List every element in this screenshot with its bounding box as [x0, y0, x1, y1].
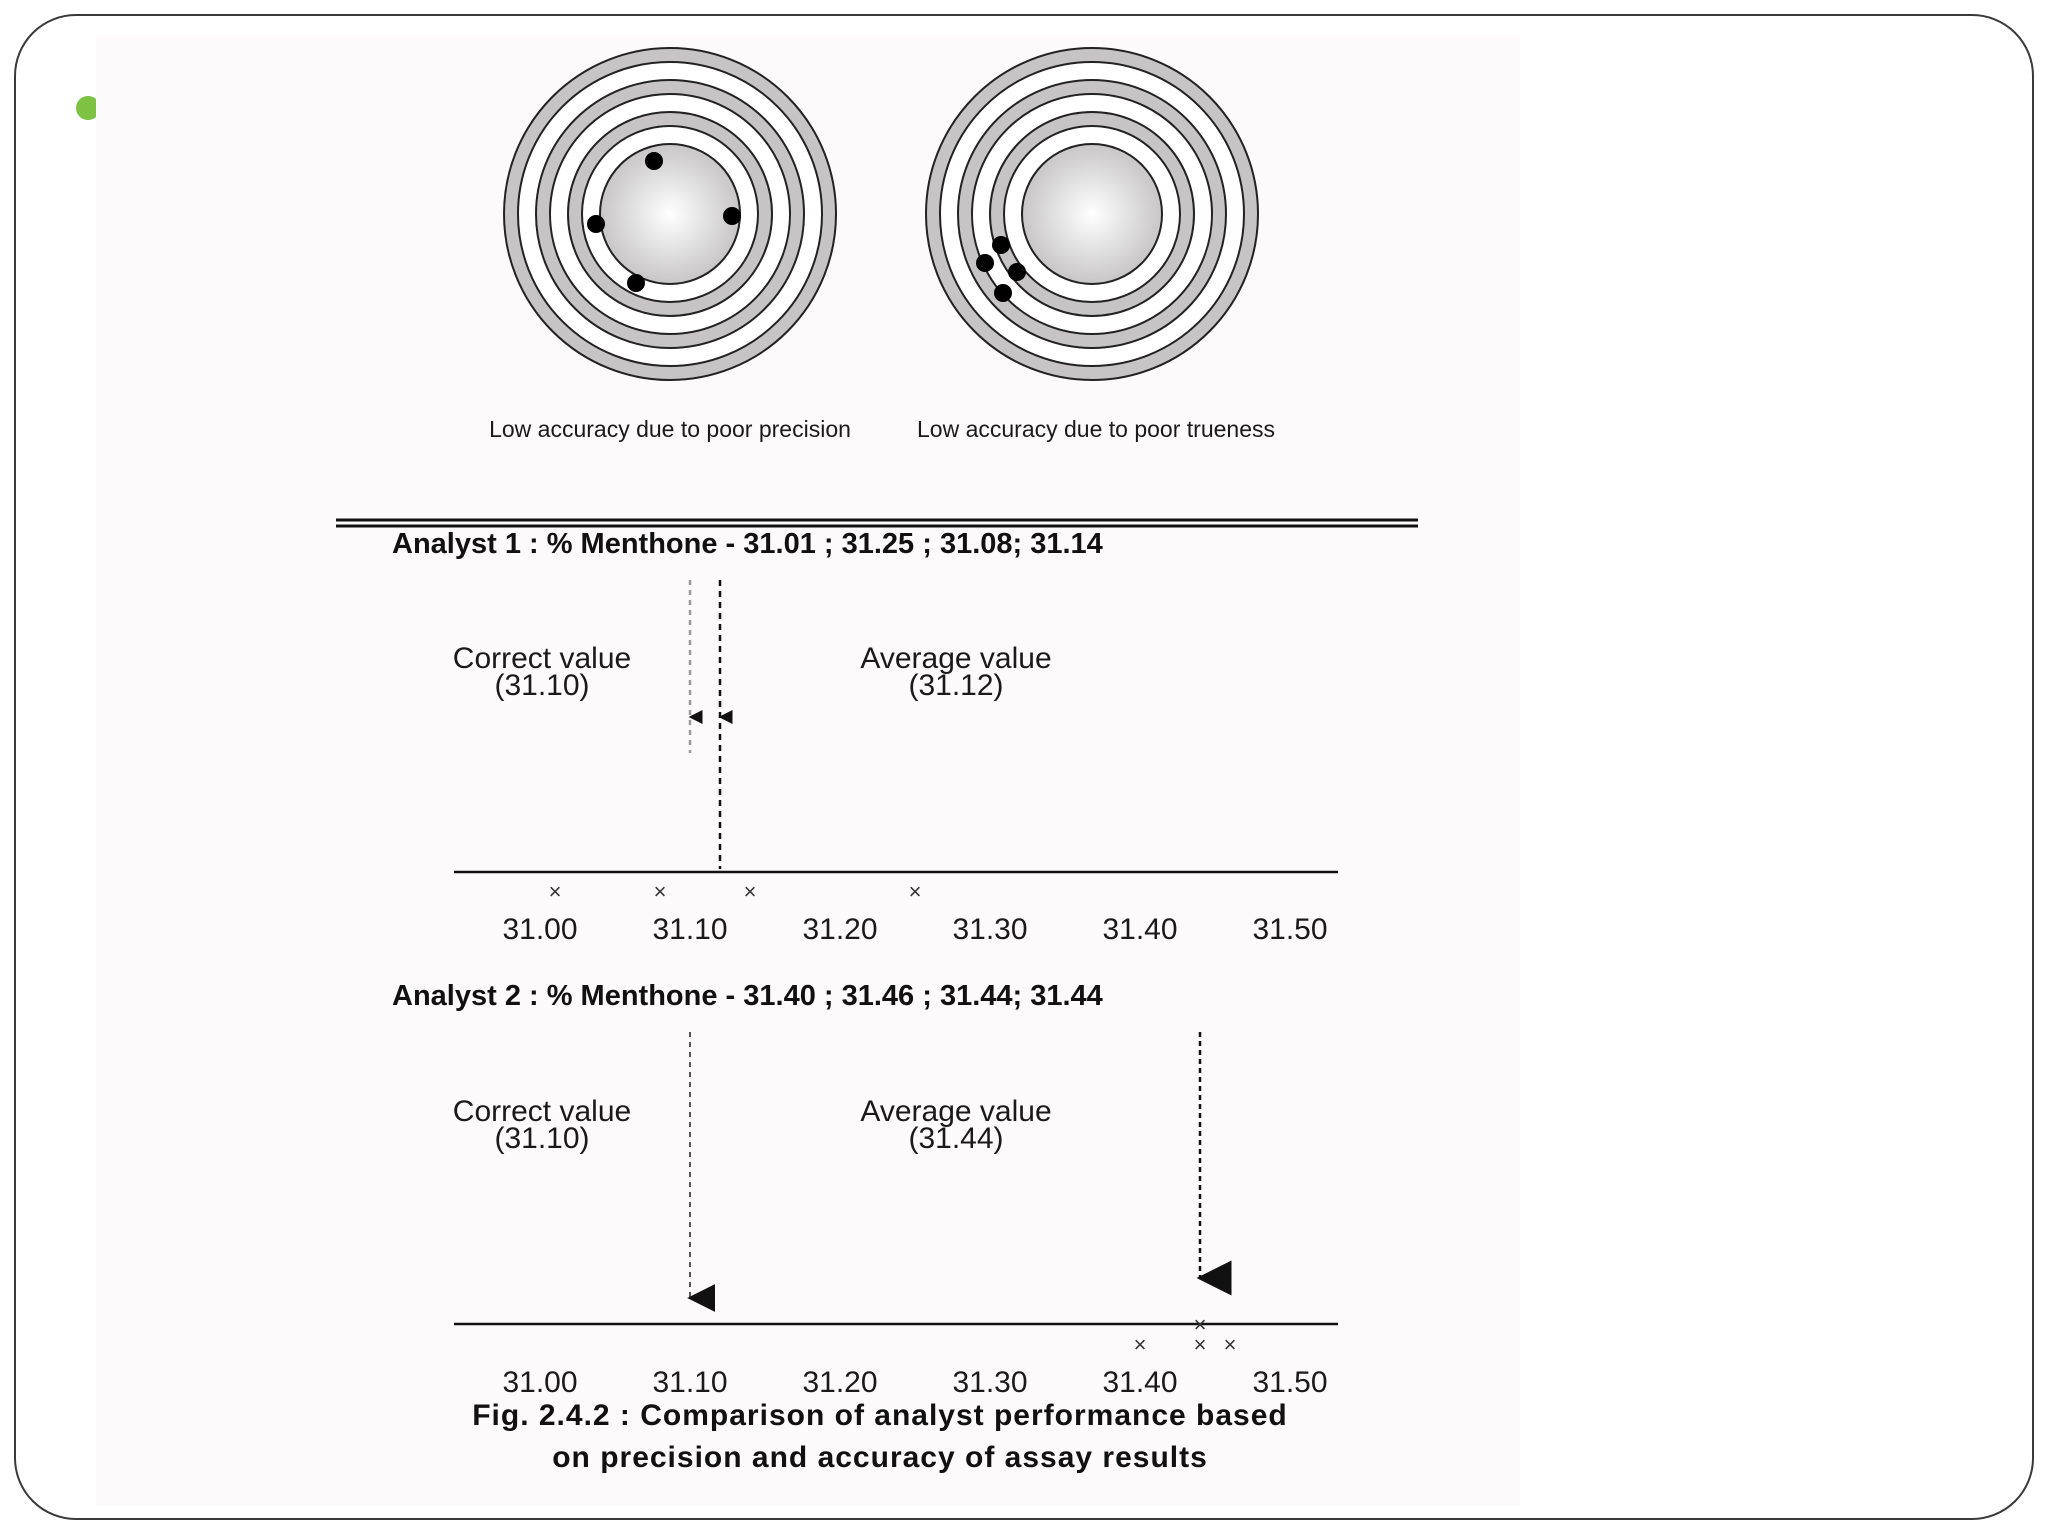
target-hit — [1008, 263, 1026, 281]
target-poor-precision — [489, 48, 851, 442]
axis-tick-label: 31.00 — [502, 1366, 578, 1399]
target-caption: Low accuracy due to poor trueness — [917, 416, 1275, 442]
target-rings — [504, 48, 836, 380]
analyst-title: Analyst 2 : % Menthone - 31.40 ; 31.46 ; 31.44; 31.44 — [392, 980, 1103, 1012]
correct-value-number: (31.10) — [494, 669, 590, 702]
target-ring — [600, 144, 740, 284]
axis-tick-label: 31.50 — [1252, 913, 1328, 946]
result-marker: × — [1133, 1332, 1147, 1357]
target-hit — [723, 207, 741, 225]
analyst-1-panel — [392, 528, 1338, 946]
result-marker: × — [548, 879, 562, 904]
axis-tick-label: 31.00 — [502, 913, 578, 946]
correct-value-number: (31.10) — [494, 1122, 590, 1155]
axis-tick-label: 31.10 — [652, 913, 728, 946]
figure-caption-line-1: Fig. 2.4.2 : Comparison of analyst performance based — [472, 1399, 1288, 1432]
target-hit — [992, 236, 1010, 254]
target-hit — [627, 274, 645, 292]
target-hit — [994, 284, 1012, 302]
figure-area — [96, 36, 1520, 1506]
average-value-number: (31.44) — [908, 1122, 1004, 1155]
axis-tick-label: 31.20 — [802, 1366, 878, 1399]
target-hit — [587, 215, 605, 233]
target-ring — [1022, 144, 1162, 284]
figure-caption-line-2: on precision and accuracy of assay results — [552, 1441, 1208, 1474]
result-marker: × — [1223, 1332, 1237, 1357]
analyst-2-panel — [392, 980, 1338, 1399]
axis-tick-label: 31.50 — [1252, 1366, 1328, 1399]
axis-tick-label: 31.20 — [802, 913, 878, 946]
average-value-label: Average value — [860, 1095, 1052, 1128]
average-value-number: (31.12) — [908, 669, 1004, 702]
axis-tick-label: 31.40 — [1102, 1366, 1178, 1399]
result-marker: × — [653, 879, 667, 904]
average-value-label: Average value — [860, 642, 1052, 675]
correct-value-label: Correct value — [452, 1095, 632, 1128]
result-marker: × — [908, 879, 922, 904]
target-caption: Low accuracy due to poor precision — [489, 416, 851, 442]
result-marker: × — [743, 879, 757, 904]
target-rings — [926, 48, 1258, 380]
accuracy-precision-figure — [96, 36, 1520, 1506]
result-marker: × — [1193, 1312, 1207, 1337]
target-poor-trueness — [917, 48, 1275, 442]
analyst-title: Analyst 1 : % Menthone - 31.01 ; 31.25 ; 31.08; 31.14 — [392, 528, 1103, 560]
axis-tick-label: 31.30 — [952, 1366, 1028, 1399]
axis-tick-label: 31.40 — [1102, 913, 1178, 946]
target-hit — [976, 254, 994, 272]
axis-tick-label: 31.30 — [952, 913, 1028, 946]
correct-value-label: Correct value — [452, 642, 632, 675]
axis-tick-label: 31.10 — [652, 1366, 728, 1399]
target-hit — [645, 152, 663, 170]
result-marker: × — [1193, 1332, 1207, 1357]
